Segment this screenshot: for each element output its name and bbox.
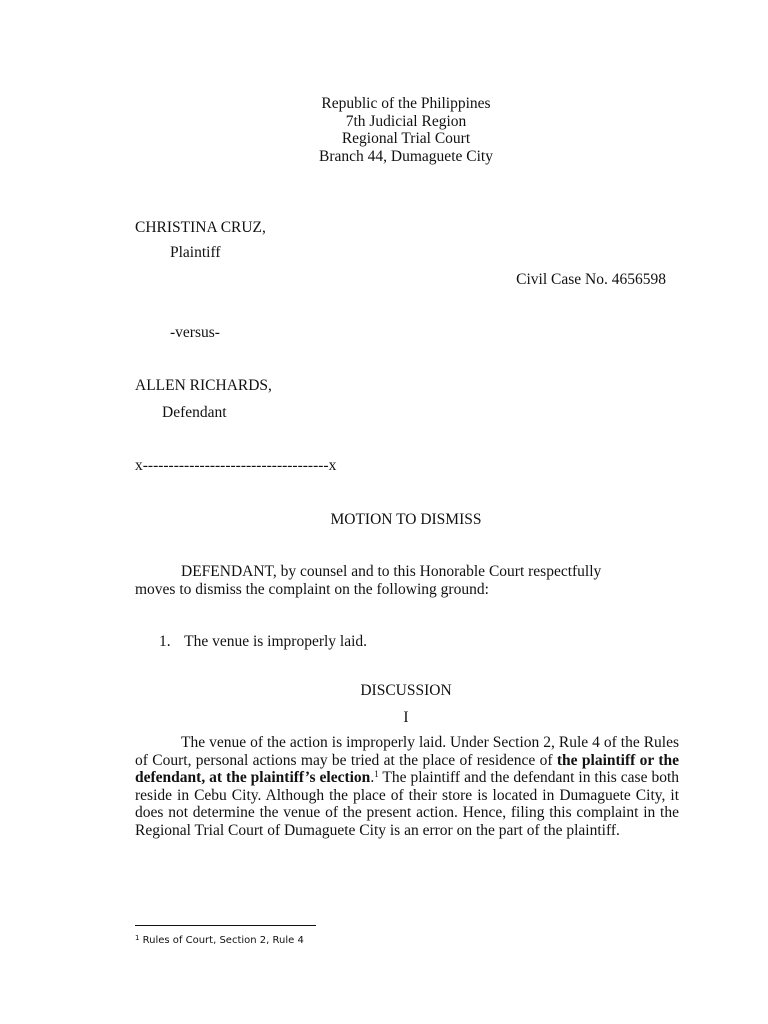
discussion-roman-numeral: I: [403, 709, 409, 726]
footnote-marker: 1: [135, 934, 140, 942]
discussion-bold-phrase: the plaintiff or the defendant, at the plaintiff’s election: [135, 751, 679, 786]
footnote: [135, 932, 304, 950]
caption-separator: x------------------------------------x: [135, 457, 337, 474]
footnote-reference[interactable]: 1: [374, 769, 379, 779]
defendant-name: ALLEN RICHARDS,: [135, 377, 272, 394]
plaintiff-name: CHRISTINA CRUZ,: [135, 219, 266, 236]
case-number: Civil Case No. 4656598: [516, 271, 666, 288]
intro-line-2: moves to dismiss the complaint on the following ground:: [135, 581, 489, 598]
court-header: [0, 95, 768, 165]
versus-label: -versus-: [170, 324, 220, 341]
defendant-role: Defendant: [162, 404, 227, 421]
header-line-region: 7th Judicial Region: [345, 112, 467, 130]
discussion-text-end: The plaintiff and the defendant in this case both reside in Cebu City. Although the place of their store is located in Dumaguete City, it does not determine the venue of the present action. Hence, filing this complaint in the Regional Trial Court of Dumaguete City is an error on the part of the plaintiff.: [135, 769, 679, 839]
header-line-branch: Branch 44, Dumaguete City: [319, 147, 493, 165]
intro-line-1: DEFENDANT, by counsel and to this Honorable Court respectfully: [181, 563, 602, 580]
discussion-heading: DISCUSSION: [360, 682, 452, 699]
discussion-paragraph: [135, 734, 679, 839]
plaintiff-role: Plaintiff: [170, 244, 221, 261]
ground-item: [159, 633, 367, 651]
ground-text: The venue is improperly laid.: [184, 633, 368, 650]
footnote-text: Rules of Court, Section 2, Rule 4: [139, 935, 304, 946]
discussion-period: .: [370, 769, 375, 786]
header-line-court: Regional Trial Court: [341, 130, 471, 147]
footnote-divider: [135, 925, 316, 926]
discussion-text-start: The venue of the action is improperly laid. Under Section 2, Rule 4 of the Rules of Court, personal actions may be tried at the place of residence of: [135, 734, 679, 769]
document-title: MOTION TO DISMISS: [330, 511, 482, 528]
header-line-country: Republic of the Philippines: [321, 95, 491, 112]
ground-number: 1.: [159, 633, 171, 650]
